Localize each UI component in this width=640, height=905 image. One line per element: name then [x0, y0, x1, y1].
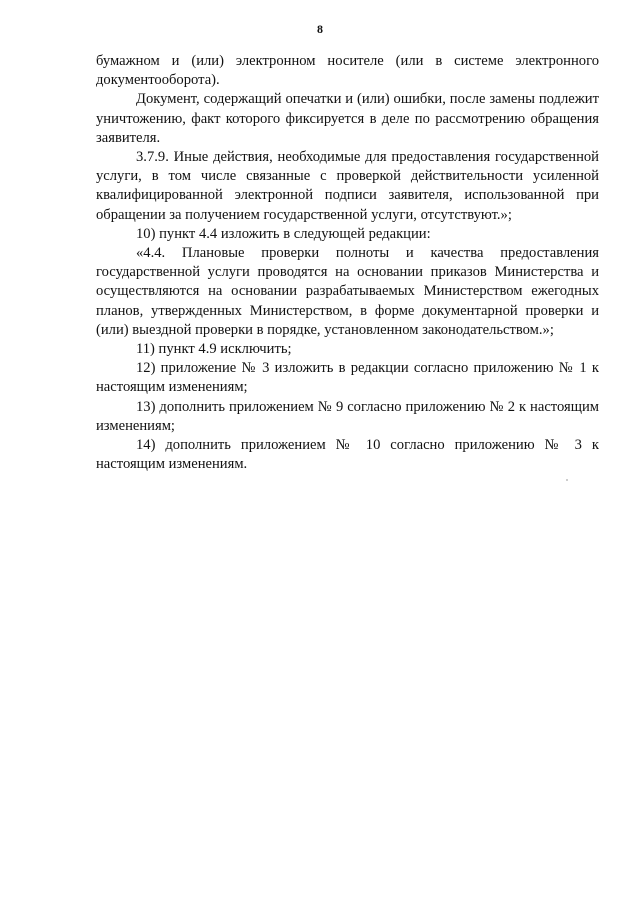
paragraph-item-14: 14) дополнить приложением № 10 согласно приложению № 3 к настоящим изменениям. — [96, 437, 599, 473]
document-body — [96, 52, 599, 474]
paragraph-item-13: 13) дополнить приложением № 9 согласно приложению № 2 к настоящим изменениям; — [96, 398, 599, 434]
scan-speck — [566, 479, 568, 481]
paragraph-item-10: 10) пункт 4.4 изложить в следующей редакции: — [136, 225, 431, 242]
paragraph-typo-document: Документ, содержащий опечатки и (или) ошибки, после замены подлежит уничтожению, факт которого фиксируется в деле по рассмотрению обращения заявителя. — [96, 91, 599, 146]
paragraph-item-11: 11) пункт 4.9 исключить; — [136, 341, 292, 358]
page-number: 8 — [317, 22, 323, 36]
paragraph-item-12: 12) приложение № 3 изложить в редакции согласно приложению № 1 к настоящим изменениям; — [96, 360, 599, 396]
paragraph-4-4: «4.4. Плановые проверки полноты и качества предоставления государственной услуги проводятся на основании приказов Министерства и осуществляются на основании разрабатываемых Министерством ежегодных планов, утвержденных Министерством, в форме документарной проверки и (или) выездной проверки в порядке, установленном законодательством.»; — [96, 245, 599, 338]
paragraph-continuation: бумажном и (или) электронном носителе (или в системе электронного документооборота). — [96, 53, 599, 89]
paragraph-3-7-9: 3.7.9. Иные действия, необходимые для предоставления государственной услуги, в том числе связанные с проверкой действительности усиленной квалифицированной электронной подписи заявителя, использованной при обращении за получением государственной услуги, отсутствуют.»; — [96, 149, 599, 223]
